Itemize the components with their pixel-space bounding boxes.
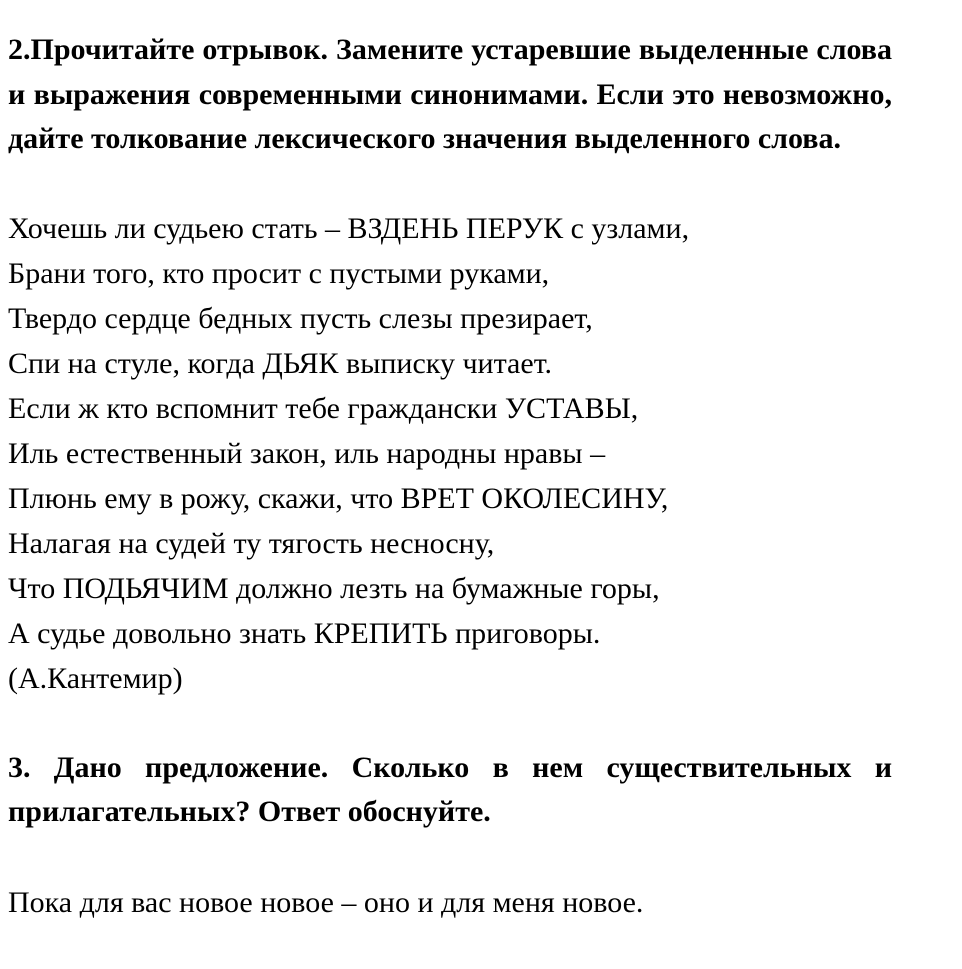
document-page — [8, 0, 892, 925]
poem-excerpt — [8, 206, 892, 701]
poem-line: Что ПОДЬЯЧИМ должно лезть на бумажные горы, — [8, 571, 660, 605]
poem-line: А судье довольно знать КРЕПИТЬ приговоры. — [8, 616, 601, 650]
poem-line: Хочешь ли судьею стать – ВЗДЕНЬ ПЕРУК с узлами, — [8, 211, 690, 245]
task-2-number: 2 — [8, 33, 23, 66]
task-2-heading — [8, 28, 892, 162]
poem-line: Если ж кто вспомнит тебе граждански УСТАВЫ, — [8, 391, 639, 425]
task-2-text: .Прочитайте отрывок. Замените устаревшие выделенные слова и выражения современными синонимами. Если это невозможно, дайте толкование лексического значения выделенного слова. — [8, 33, 892, 155]
poem-line: Твердо сердце бедных пусть слезы презирает, — [8, 301, 593, 335]
blank-line — [8, 162, 892, 206]
poem-line: Спи на стуле, когда ДЬЯК выписку читает. — [8, 346, 553, 380]
blank-line — [8, 835, 892, 880]
task-3-heading: 3. Дано предложение. Сколько в нем существительных и прилагательных? Ответ обоснуйте. — [8, 750, 892, 828]
poem-line: Плюнь ему в рожу, скажи, что ВРЕТ ОКОЛЕСИНУ, — [8, 481, 669, 515]
poem-line: Налагая на судей ту тягость несносну, — [8, 526, 495, 560]
blank-line — [8, 701, 892, 746]
poem-line: Брани того, кто просит с пустыми руками, — [8, 256, 550, 290]
poem-author: (А.Кантемир) — [8, 661, 183, 695]
task-3-sentence: Пока для вас новое новое – оно и для меня новое. — [8, 885, 644, 919]
poem-line: Иль естественный закон, иль народны нравы – — [8, 436, 606, 470]
